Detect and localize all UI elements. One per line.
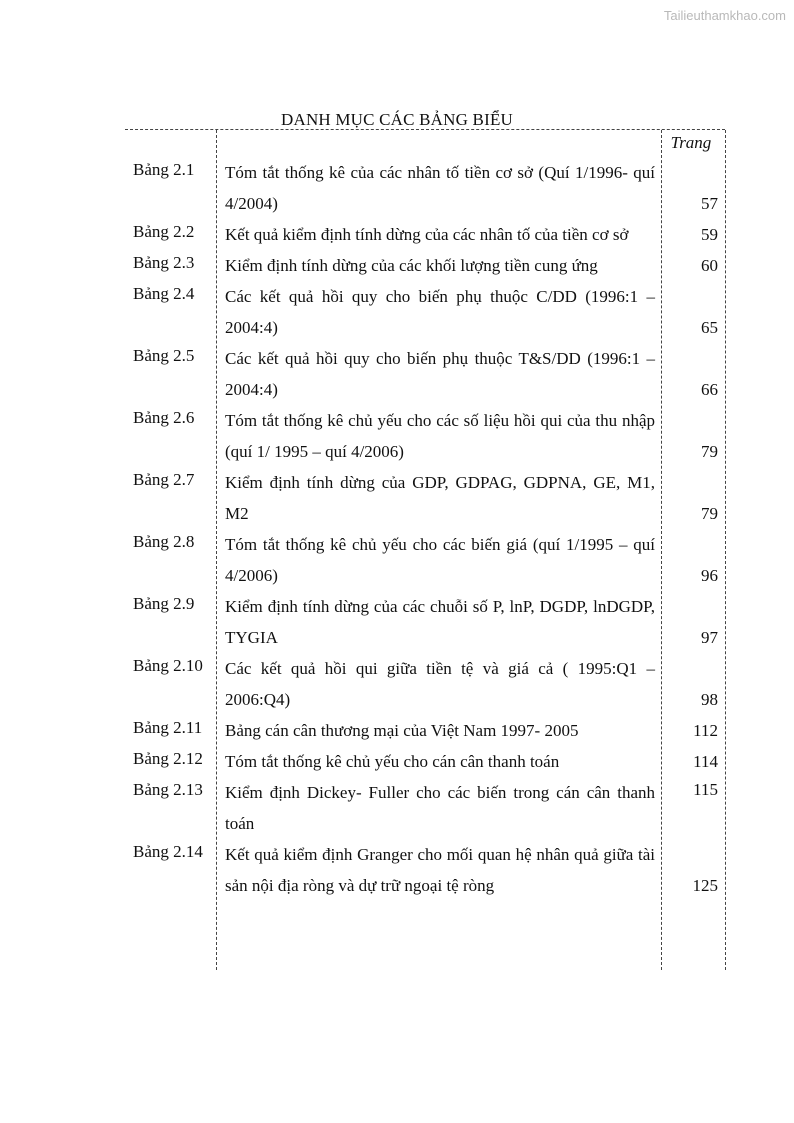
table-row xyxy=(0,839,794,901)
table-label: Bảng 2.6 xyxy=(133,408,195,427)
table-top-rule xyxy=(125,129,725,130)
table-row xyxy=(0,467,794,529)
page-number: 79 xyxy=(701,442,718,461)
table-description: Tóm tắt thống kê chủ yếu cho cán cân thanh toán xyxy=(225,752,560,771)
table-description: Kiểm định Dickey- Fuller cho các biến trong cán cân thanh toán xyxy=(225,783,655,833)
table-row xyxy=(0,591,794,653)
page-number: 59 xyxy=(701,225,718,244)
table-row xyxy=(0,343,794,405)
page-number: 115 xyxy=(693,780,718,799)
table-label: Bảng 2.12 xyxy=(133,749,203,768)
page-number: 60 xyxy=(701,256,718,275)
table-label: Bảng 2.7 xyxy=(133,470,195,489)
table-row xyxy=(0,157,794,219)
page-number: 96 xyxy=(701,566,718,585)
page-number: 125 xyxy=(692,876,718,895)
table-row xyxy=(0,250,794,281)
table-label: Bảng 2.10 xyxy=(133,656,203,675)
page-number: 112 xyxy=(693,721,718,740)
table-description: Bảng cán cân thương mại của Việt Nam 1997- 2005 xyxy=(225,721,579,740)
table-row xyxy=(0,653,794,715)
table-description: Kiểm định tính dừng của các khối lượng tiền cung ứng xyxy=(225,256,598,275)
table-label: Bảng 2.11 xyxy=(133,718,203,737)
table-row xyxy=(0,281,794,343)
page-column-header: Trang xyxy=(670,133,712,152)
table-description: Tóm tắt thống kê của các nhân tố tiền cơ sở (Quí 1/1996- quí 4/2004) xyxy=(225,163,655,213)
table-label: Bảng 2.2 xyxy=(133,222,195,241)
page-number: 66 xyxy=(701,380,718,399)
table-row xyxy=(0,777,794,839)
page-number: 65 xyxy=(701,318,718,337)
table-label: Bảng 2.3 xyxy=(133,253,195,272)
table-label: Bảng 2.4 xyxy=(133,284,195,303)
table-list xyxy=(0,157,794,901)
table-description: Kết quả kiểm định tính dừng của các nhân tố của tiền cơ sở xyxy=(225,225,629,244)
table-row xyxy=(0,715,794,746)
page-number: 114 xyxy=(693,752,718,771)
table-label: Bảng 2.9 xyxy=(133,594,195,613)
table-label: Bảng 2.1 xyxy=(133,160,195,179)
page-number: 98 xyxy=(701,690,718,709)
table-description: Các kết quả hồi quy cho biến phụ thuộc T&S/DD (1996:1 – 2004:4) xyxy=(225,349,655,399)
table-label: Bảng 2.8 xyxy=(133,532,195,551)
table-row xyxy=(0,405,794,467)
page-number: 57 xyxy=(701,194,718,213)
page-number: 79 xyxy=(701,504,718,523)
table-description: Kiểm định tính dừng của GDP, GDPAG, GDPNA, GE, M1, M2 xyxy=(225,473,655,523)
table-description: Kết quả kiểm định Granger cho mối quan hệ nhân quả giữa tài sản nội địa ròng và dự trữ ngoại tệ ròng xyxy=(225,845,655,895)
table-description: Tóm tắt thống kê chủ yếu cho các biến giá (quí 1/1995 – quí 4/2006) xyxy=(225,535,655,585)
page-title: DANH MỤC CÁC BẢNG BIỂU xyxy=(280,110,514,129)
table-description: Kiểm định tính dừng của các chuỗi số P, lnP, DGDP, lnDGDP, TYGIA xyxy=(225,597,655,647)
table-row xyxy=(0,746,794,777)
watermark: Tailieuthamkhao.com xyxy=(663,8,786,23)
table-row xyxy=(0,219,794,250)
table-label: Bảng 2.13 xyxy=(133,780,203,799)
page-number: 97 xyxy=(701,628,718,647)
table-description: Các kết quả hồi quy cho biến phụ thuộc C/DD (1996:1 – 2004:4) xyxy=(225,287,655,337)
table-label: Bảng 2.5 xyxy=(133,346,195,365)
table-description: Các kết quả hồi qui giữa tiền tệ và giá cả ( 1995:Q1 – 2006:Q4) xyxy=(225,659,655,709)
table-label: Bảng 2.14 xyxy=(133,842,203,861)
table-description: Tóm tắt thống kê chủ yếu cho các số liệu hồi qui của thu nhập (quí 1/ 1995 – quí 4/2006) xyxy=(225,411,655,461)
table-row xyxy=(0,529,794,591)
